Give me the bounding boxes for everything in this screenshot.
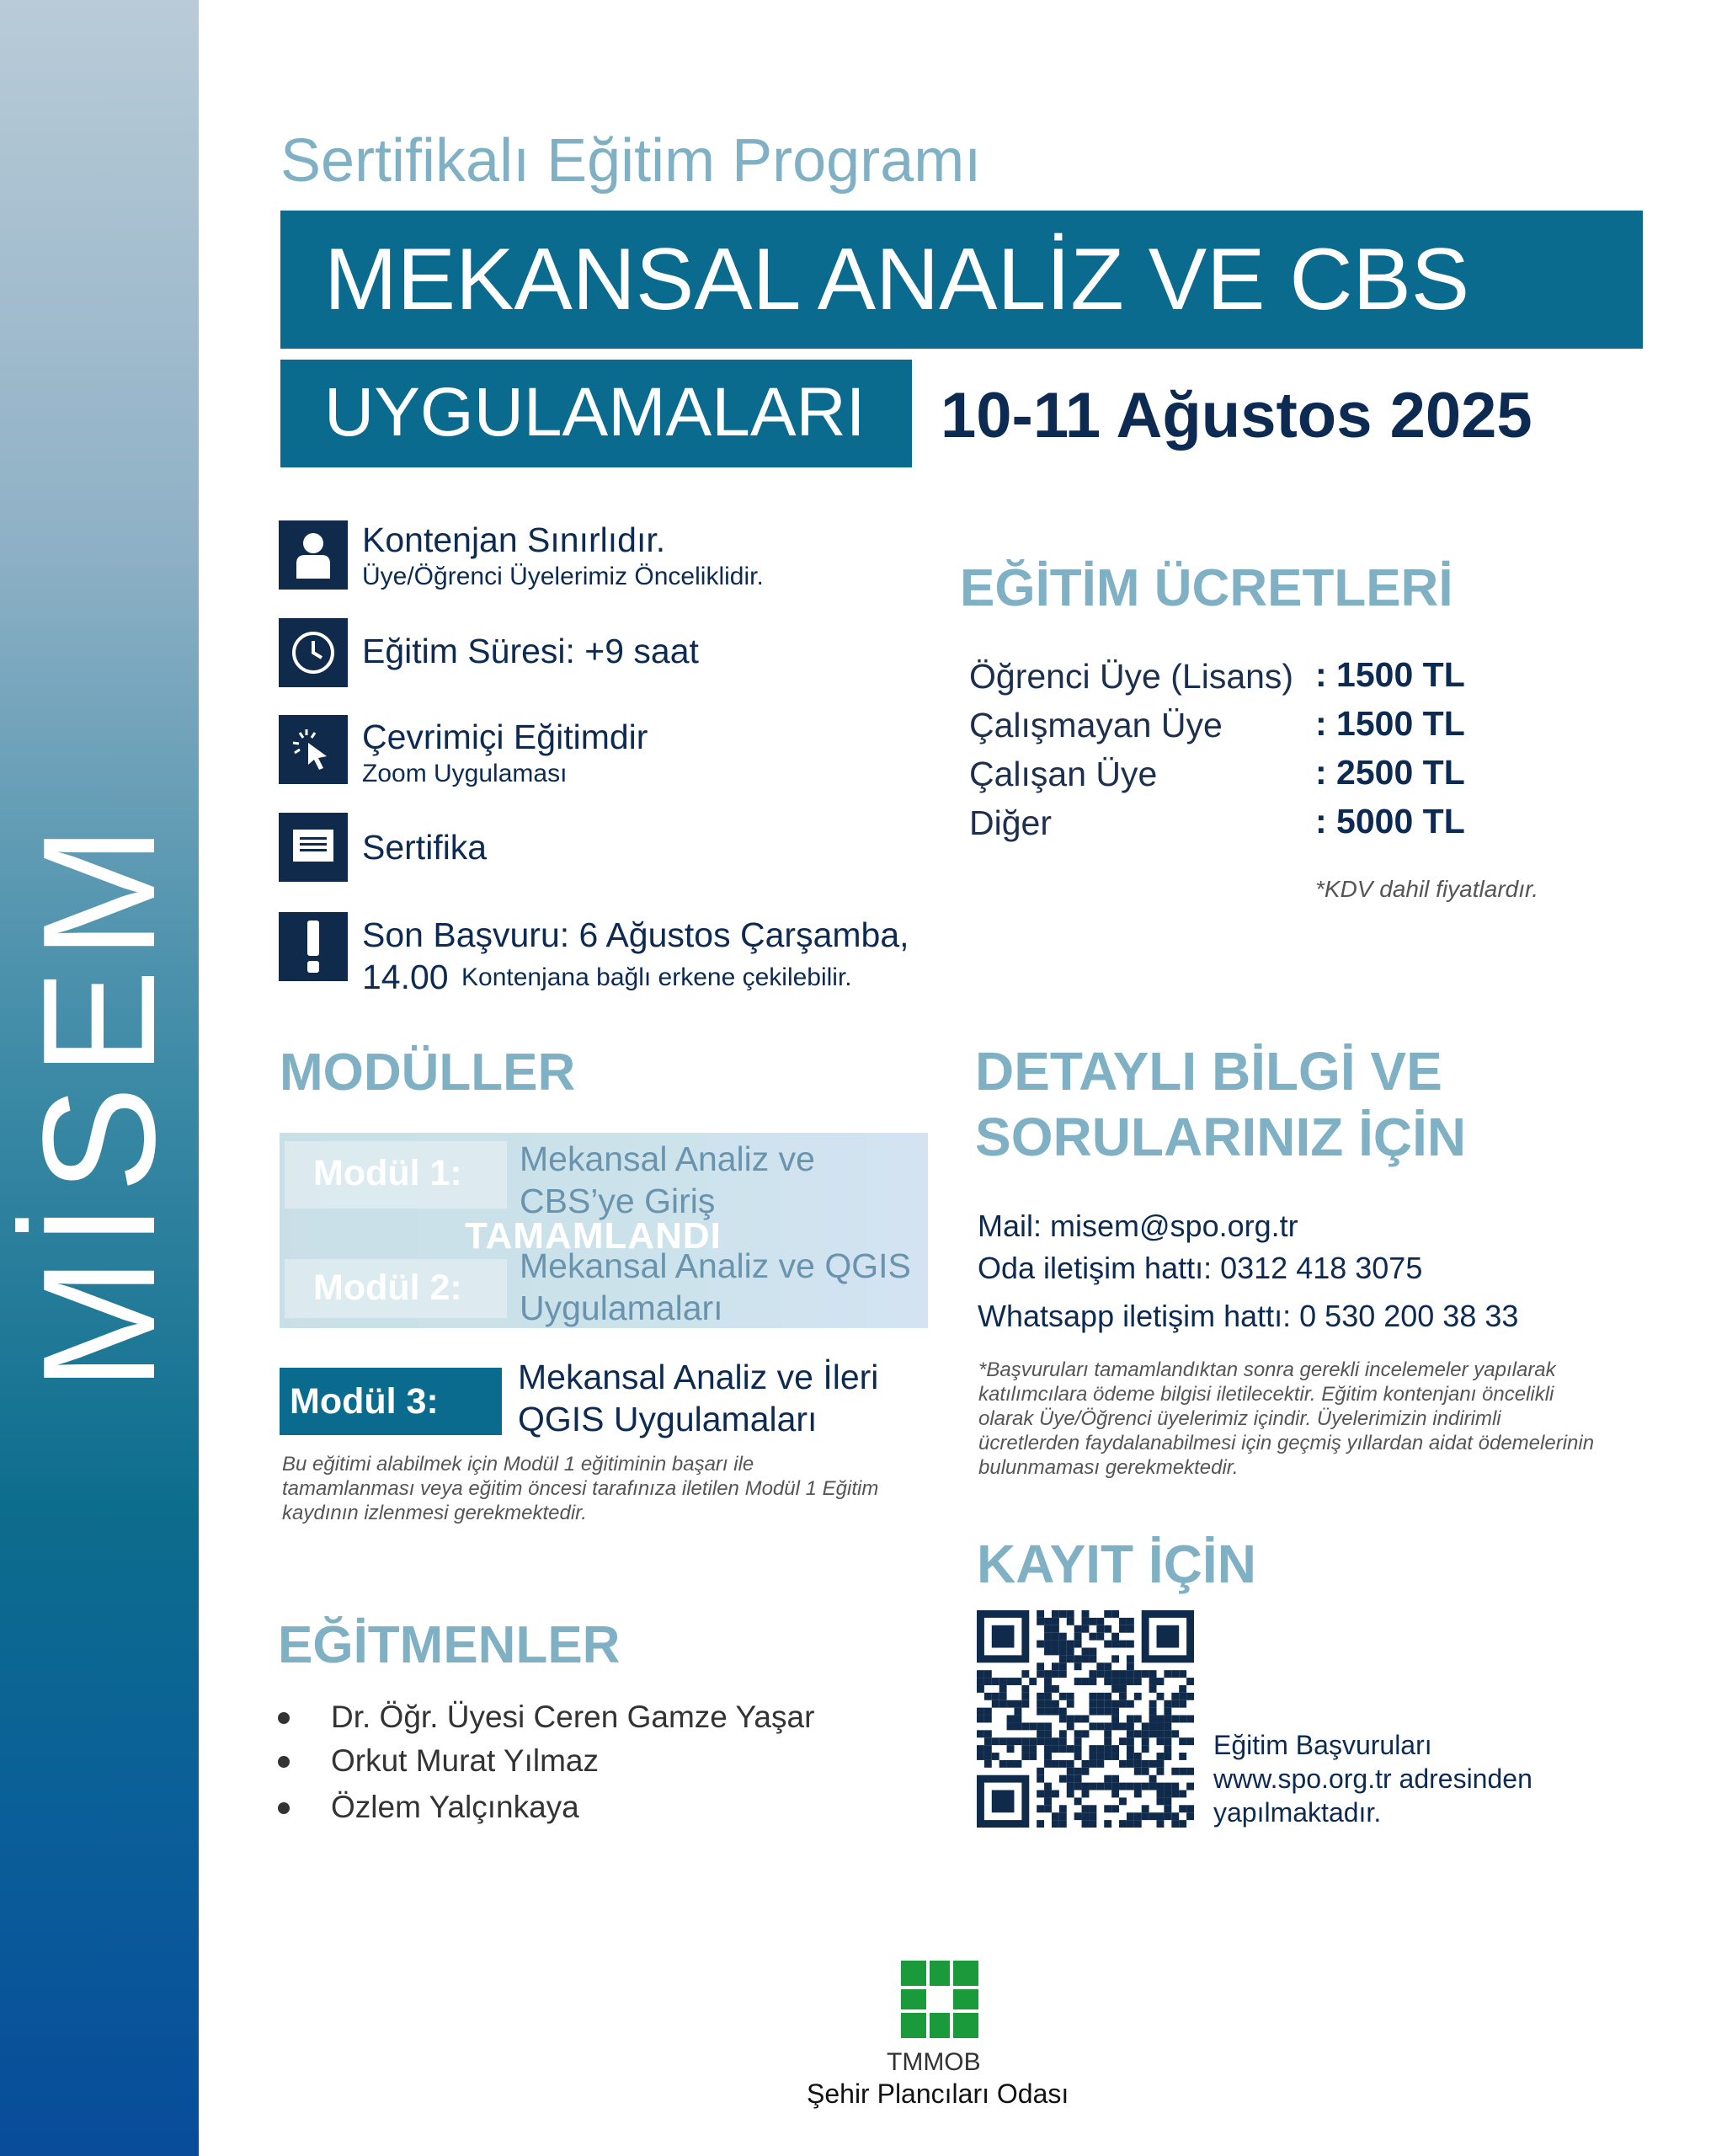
module-3-text-1: Mekansal Analiz ve İleri [518, 1358, 879, 1396]
contact-heading-line: SORULARINIZ İÇİN [975, 1107, 1467, 1167]
fee-label: Çalışmayan Üye [969, 706, 1223, 744]
module-3-label: Modül 3: [290, 1381, 439, 1422]
completed-modules-block [280, 1133, 928, 1328]
quota-subtitle: Üye/Öğrenci Üyelerimiz Önceliklidir. [362, 563, 764, 590]
sidebar-vertical-title: MİSEM [10, 815, 189, 1391]
info-icon-box [279, 813, 348, 882]
contact-phone: Oda iletişim hattı: 0312 418 3075 [978, 1251, 1423, 1285]
module-1-text-1: Mekansal Analiz ve [520, 1139, 815, 1178]
contact-mail[interactable]: Mail: misem@spo.org.tr [978, 1209, 1298, 1243]
trainer-name: Özlem Yalçınkaya [331, 1790, 579, 1824]
registration-text-line: Eğitim Başvuruları [1213, 1730, 1432, 1760]
qr-code[interactable] [977, 1610, 1194, 1828]
contact-note-line: bulunmaması gerekmektedir. [978, 1456, 1239, 1479]
bullet [278, 1712, 290, 1724]
modules-heading: MODÜLLER [280, 1043, 576, 1102]
quota-title: Kontenjan Sınırlıdır. [362, 520, 666, 559]
page-title-line1: MEKANSAL ANALİZ VE CBS [324, 231, 1470, 328]
fee-label: Öğrenci Üye (Lisans) [969, 657, 1294, 696]
bullet [278, 1756, 290, 1768]
module-2-text-2: Uygulamaları [520, 1289, 723, 1327]
contact-note-line: katılımcılara ödeme bilgisi iletilecektir. Eğitim kontenjanı öncelikli [978, 1383, 1554, 1406]
deadline-time: 14.00 [362, 958, 449, 996]
module-2-label: Modül 2: [313, 1267, 462, 1308]
clock-icon [290, 629, 337, 676]
certificate-icon [290, 826, 337, 868]
info-icon-box [279, 618, 348, 687]
modules-note-line: tamamlanması veya eğitim öncesi tarafınıza iletilen Modül 1 Eğitim [282, 1477, 879, 1500]
fee-label: Diğer [969, 803, 1052, 842]
tmmob-logo [901, 1961, 978, 2038]
registration-text-line: yapılmaktadır. [1213, 1797, 1382, 1828]
deadline-line1: Son Başvuru: 6 Ağustos Çarşamba, [362, 915, 909, 954]
info-icon-box [279, 520, 348, 590]
contact-note-line: *Başvuruları tamamlandıktan sonra gerekli incelemeler yapılarak [978, 1358, 1556, 1381]
cursor-click-icon [290, 726, 337, 773]
title-band-1 [280, 211, 1643, 349]
certificate-text: Sertifika [362, 828, 488, 867]
trainer-name: Dr. Öğr. Üyesi Ceren Gamze Yaşar [331, 1700, 815, 1734]
sidebar [0, 0, 199, 2156]
modules-note [282, 1452, 878, 1525]
fee-value: : 1500 TL [1315, 655, 1465, 694]
contact-heading-line: DETAYLI BİLGİ VE [975, 1041, 1442, 1102]
completed-label: TAMAMLANDI [465, 1215, 722, 1257]
contact-whatsapp: Whatsapp iletişim hattı: 0 530 200 38 33 [978, 1299, 1519, 1333]
duration-text: Eğitim Süresi: +9 saat [362, 632, 699, 670]
deadline-note: Kontenjana bağlı erkene çekilebilir. [461, 963, 852, 991]
program-subtitle: Sertifikalı Eğitim Programı [280, 127, 982, 195]
title-band-2 [280, 360, 912, 467]
fee-label: Çalışan Üye [969, 755, 1158, 793]
registration-heading: KAYIT İÇİN [977, 1534, 1256, 1594]
user-icon [292, 530, 334, 580]
event-date: 10-11 Ağustos 2025 [941, 380, 1532, 451]
footer-org-name: Şehir Plancıları Odası [807, 2079, 1069, 2109]
fee-value: : 1500 TL [1315, 704, 1465, 743]
page-title-line2: UYGULAMALARI [324, 374, 866, 451]
online-subtitle: Zoom Uygulaması [362, 760, 568, 787]
trainers-heading: EĞİTMENLER [278, 1616, 621, 1674]
module-2-text-1: Mekansal Analiz ve QGIS [520, 1246, 911, 1285]
fee-value: : 5000 TL [1315, 802, 1465, 841]
online-title: Çevrimiçi Eğitimdir [362, 718, 648, 756]
fee-value: : 2500 TL [1315, 753, 1465, 792]
info-icon-box [279, 715, 348, 784]
footer-org-short: TMMOB [887, 2048, 981, 2076]
exclamation-icon [301, 919, 326, 974]
contact-note [978, 1358, 1594, 1480]
trainer-name: Orkut Murat Yılmaz [331, 1743, 600, 1778]
contact-note-line: olarak Üye/Öğrenci üyelerimiz içindir. Üyelerimizin indirimli [978, 1407, 1501, 1430]
modules-note-line: Bu eğitimi alabilmek için Modül 1 eğitiminin başarı ile [282, 1453, 754, 1476]
contact-note-line: ücretlerden faydalanabilmesi için geçmiş yıllardan aidat ödemelerinin [978, 1432, 1595, 1454]
modules-note-line: kaydının izlenmesi gerekmektedir. [282, 1502, 587, 1524]
fees-heading: EĞİTİM ÜCRETLERİ [960, 559, 1453, 617]
bullet [278, 1802, 290, 1814]
contact-heading [975, 1038, 1466, 1170]
info-icon-box [279, 912, 348, 981]
module-3-text-2: QGIS Uygulamaları [518, 1400, 818, 1438]
module-3-label-box [280, 1368, 502, 1435]
registration-text [1213, 1728, 1532, 1829]
qr-code-icon [977, 1610, 1194, 1828]
registration-link[interactable]: www.spo.org.tr adresinden [1213, 1764, 1532, 1794]
module-1-label: Modül 1: [313, 1153, 462, 1193]
module-1-text-2: CBS’ye Giriş [520, 1182, 716, 1220]
spo-logo-icon [901, 1961, 978, 2038]
fees-note: *KDV dahil fiyatlardır. [1315, 876, 1539, 902]
